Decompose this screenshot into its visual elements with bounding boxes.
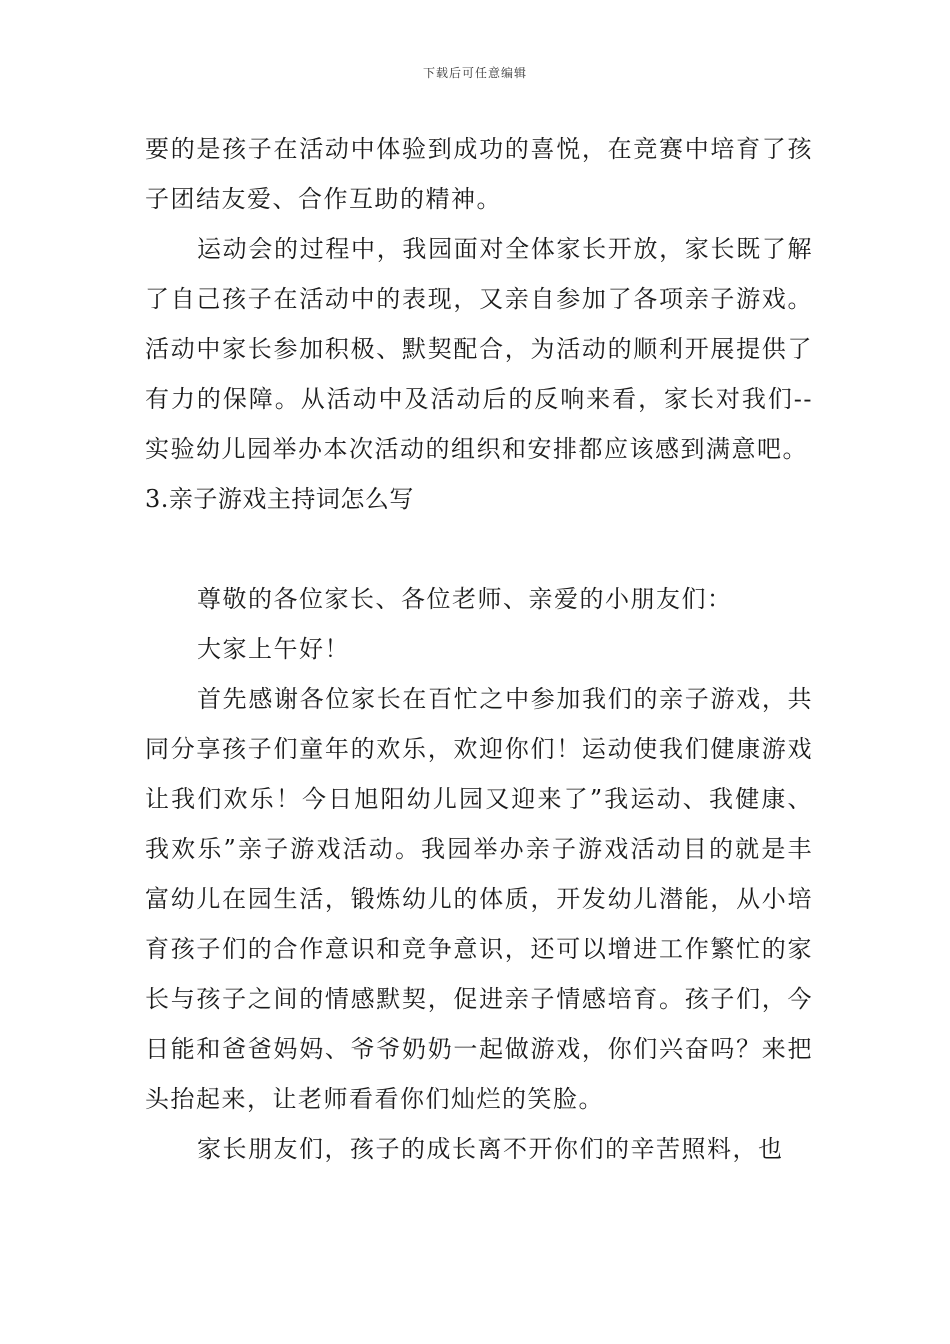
paragraph-4: 家长朋友们，孩子的成长离不开你们的辛苦照料，也 — [197, 1135, 784, 1163]
paragraph-1: 要的是孩子在活动中体验到成功的喜悦，在竞赛中培育了孩子团结友爱、合作互助的精神。 — [145, 135, 813, 213]
section-heading: 3.亲子游戏主持词怎么写 — [145, 485, 414, 513]
paragraph-2: 运动会的过程中，我园面对全体家长开放，家长既了解了自己孩子在活动中的表现，又亲自参加了各项亲子游戏。活动中家长参加积极、默契配合，为活动的顺利开展提供了有力的保障。从活动中及活动后的反响来看，家长对我们--实验幼儿园举办本次活动的组织和安排都应该感到满意吧。 — [145, 235, 813, 463]
blank-line — [145, 524, 813, 574]
document-body — [145, 124, 813, 1174]
salutation-line: 大家上午好！ — [197, 635, 350, 663]
greeting-line: 尊敬的各位家长、各位老师、亲爱的小朋友们： — [197, 585, 733, 613]
page-header: 下载后可任意编辑 — [422, 66, 527, 80]
paragraph-3: 首先感谢各位家长在百忙之中参加我们的亲子游戏，共同分享孩子们童年的欢乐，欢迎你们！运动使我们健康游戏让我们欢乐！今日旭阳幼儿园又迎来了”我运动、我健康、我欢乐”亲子游戏活动。我园举办亲子游戏活动目的就是丰富幼儿在园生活，锻炼幼儿的体质，开发幼儿潜能，从小培育孩子们的合作意识和竞争意识，还可以增进工作繁忙的家长与孩子之间的情感默契，促进亲子情感培育。孩子们，今日能和爸爸妈妈、爷爷奶奶一起做游戏，你们兴奋吗？来把头抬起来，让老师看看你们灿烂的笑脸。 — [145, 685, 813, 1113]
